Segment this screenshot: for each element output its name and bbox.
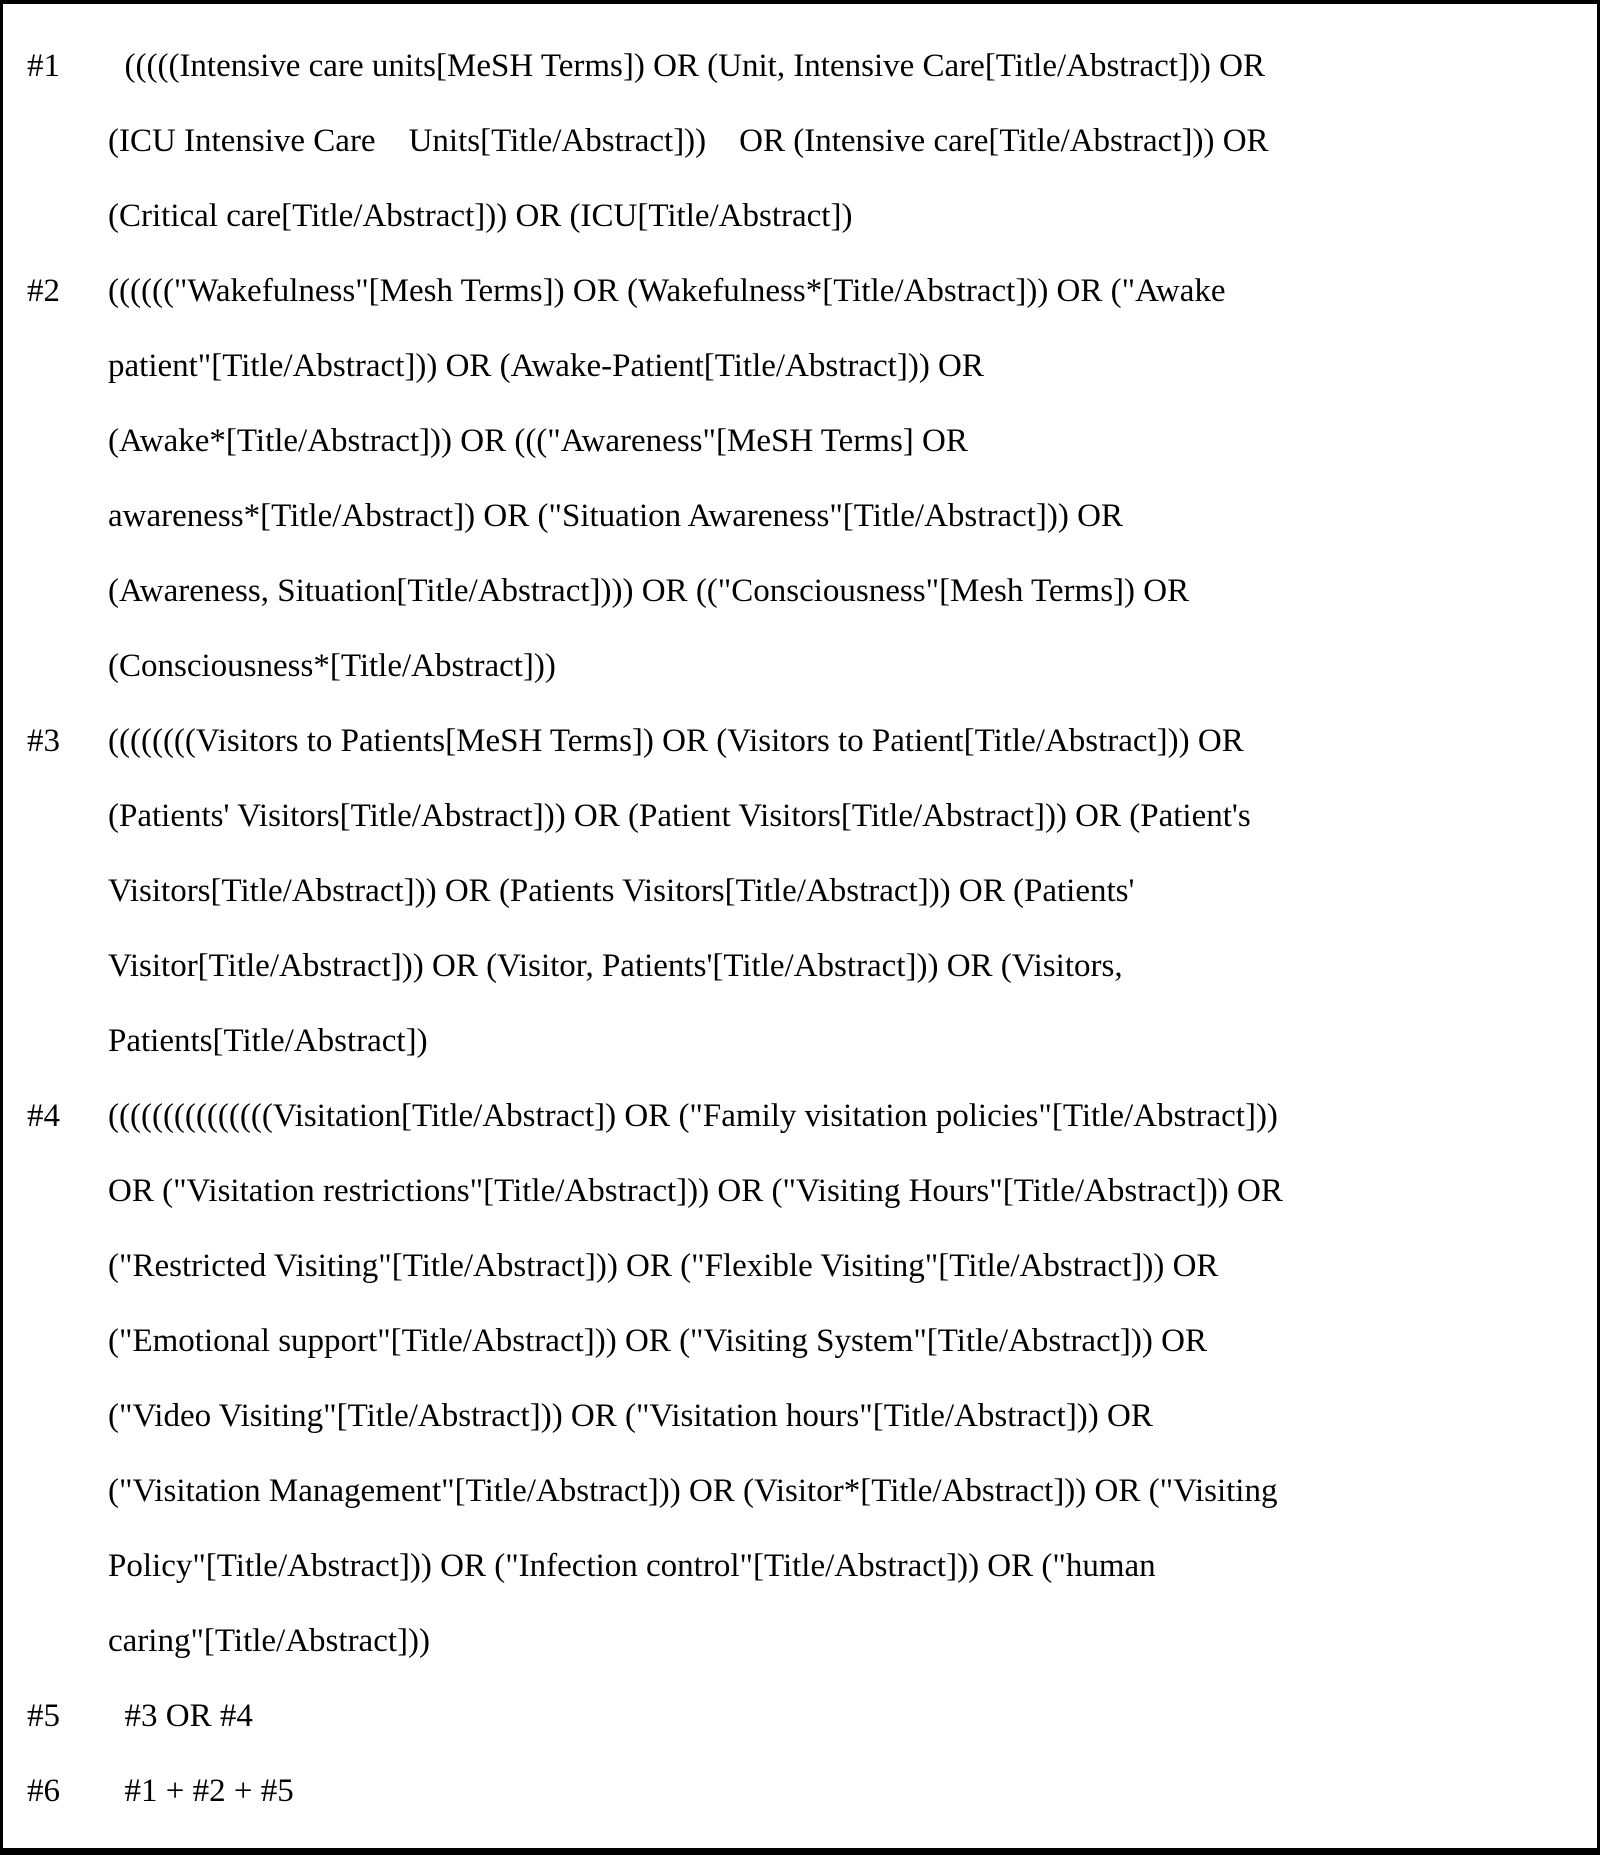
query-line: (((((("Wakefulness"[Mesh Terms]) OR (Wakefulness*[Title/Abstract])) OR ("Awake	[108, 273, 1226, 309]
search-row	[27, 1079, 1552, 1679]
query-line: OR ("Visitation restrictions"[Title/Abstract])) OR ("Visiting Hours"[Title/Abstract])) OR	[108, 1173, 1283, 1209]
query-line: Policy"[Title/Abstract])) OR ("Infection control"[Title/Abstract])) OR ("human	[108, 1548, 1156, 1584]
query-line: #1 + #2 + #5	[108, 1773, 294, 1809]
row-label: #6	[27, 1773, 60, 1809]
query-line: Visitor[Title/Abstract])) OR (Visitor, Patients'[Title/Abstract])) OR (Visitors,	[108, 948, 1123, 984]
query-line: (((((((((((((((Visitation[Title/Abstract]) OR ("Family visitation policies"[Title/Abstract]))	[108, 1098, 1278, 1134]
query-text	[108, 704, 1552, 1079]
query-line: (Awake*[Title/Abstract])) OR ((("Awareness"[MeSH Terms] OR	[108, 423, 968, 459]
query-line: ("Video Visiting"[Title/Abstract])) OR ("Visitation hours"[Title/Abstract])) OR	[108, 1398, 1153, 1434]
query-text	[108, 1754, 1552, 1829]
query-line: (Awareness, Situation[Title/Abstract]))) OR (("Consciousness"[Mesh Terms]) OR	[108, 573, 1190, 609]
query-text	[108, 29, 1552, 254]
query-text	[108, 254, 1552, 704]
query-line: #3 OR #4	[108, 1698, 253, 1734]
search-rows-container	[27, 29, 1552, 1829]
query-text	[108, 1079, 1552, 1679]
query-line: (Consciousness*[Title/Abstract]))	[108, 648, 556, 684]
query-text	[108, 1679, 1552, 1754]
row-label: #3	[27, 723, 60, 759]
query-line: ("Restricted Visiting"[Title/Abstract])) OR ("Flexible Visiting"[Title/Abstract])) OR	[108, 1248, 1219, 1284]
row-label: #5	[27, 1698, 60, 1734]
search-row	[27, 704, 1552, 1079]
query-line: caring"[Title/Abstract]))	[108, 1623, 430, 1659]
query-line: (Patients' Visitors[Title/Abstract])) OR (Patient Visitors[Title/Abstract])) OR (Patient's	[108, 798, 1251, 834]
search-row	[27, 1754, 1552, 1829]
search-row	[27, 1679, 1552, 1754]
search-row	[27, 29, 1552, 254]
row-label: #4	[27, 1098, 60, 1134]
query-line: ("Visitation Management"[Title/Abstract])) OR (Visitor*[Title/Abstract])) OR ("Visiting	[108, 1473, 1278, 1509]
query-line: Patients[Title/Abstract])	[108, 1023, 428, 1059]
query-line: awareness*[Title/Abstract]) OR ("Situation Awareness"[Title/Abstract])) OR	[108, 498, 1123, 534]
row-label: #2	[27, 273, 60, 309]
query-line: (((((Intensive care units[MeSH Terms]) OR (Unit, Intensive Care[Title/Abstract])) OR	[108, 48, 1265, 84]
query-line: Visitors[Title/Abstract])) OR (Patients Visitors[Title/Abstract])) OR (Patients'	[108, 873, 1135, 909]
query-line: patient"[Title/Abstract])) OR (Awake-Patient[Title/Abstract])) OR	[108, 348, 984, 384]
query-line: (ICU Intensive Care Units[Title/Abstract])) OR (Intensive care[Title/Abstract])) OR	[108, 123, 1269, 159]
query-line: ("Emotional support"[Title/Abstract])) OR ("Visiting System"[Title/Abstract])) OR	[108, 1323, 1207, 1359]
query-line: (Critical care[Title/Abstract])) OR (ICU[Title/Abstract])	[108, 198, 853, 234]
row-label: #1	[27, 48, 60, 84]
query-line: ((((((((Visitors to Patients[MeSH Terms]) OR (Visitors to Patient[Title/Abstract])) OR	[108, 723, 1244, 759]
search-row	[27, 254, 1552, 704]
